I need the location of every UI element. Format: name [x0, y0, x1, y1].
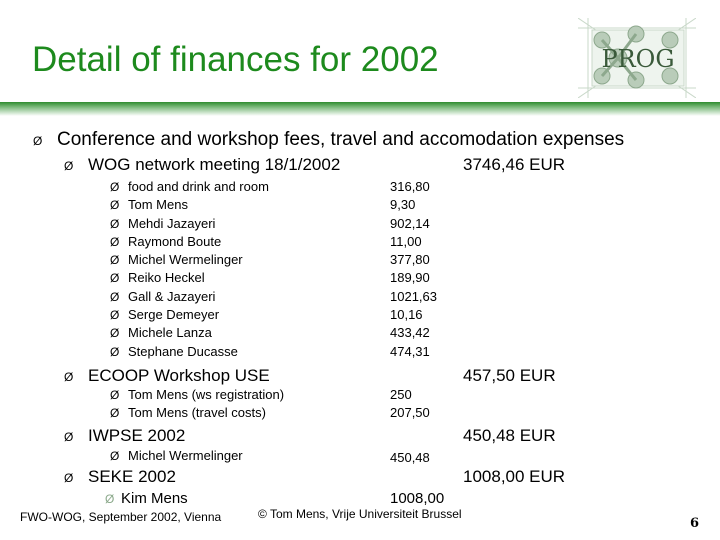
arrow-bullet-icon: Ø [110, 326, 120, 341]
item-amount: 9,30 [390, 197, 416, 213]
arrow-bullet-icon: Ø [110, 253, 120, 268]
iwpse-items [110, 448, 243, 466]
main-bullet [33, 129, 624, 151]
arrow-bullet-icon: Ø [64, 370, 74, 384]
item-amount: 207,50 [390, 405, 430, 421]
section-label: ECOOP Workshop USE [88, 366, 270, 385]
list-item [110, 448, 243, 466]
list-item [110, 179, 269, 197]
list-item [105, 490, 188, 507]
slide-title: Detail of finances for 2002 [32, 40, 439, 79]
list-item [110, 405, 284, 423]
ecoop-amounts [390, 387, 430, 424]
list-item [110, 387, 284, 405]
item-amount: 1008,00 [390, 490, 445, 507]
section-ecoop [64, 366, 270, 386]
item-name: Serge Demeyer [128, 307, 220, 323]
item-name: Raymond Boute [128, 233, 222, 249]
item-amount: 474,31 [390, 343, 430, 359]
page-number: 6 [690, 516, 700, 531]
item-name: Kim Mens [121, 490, 188, 507]
list-item [110, 234, 269, 252]
arrow-bullet-icon: Ø [105, 492, 115, 506]
ecoop-items [110, 387, 284, 424]
section-total: 450,48 EUR [463, 426, 556, 445]
arrow-bullet-icon: Ø [110, 216, 120, 231]
section-seke [64, 467, 176, 487]
wog-amounts [390, 179, 437, 362]
item-amount: 189,90 [390, 270, 430, 286]
prog-logo [578, 18, 696, 98]
section-wog [64, 155, 340, 175]
arrow-bullet-icon: Ø [110, 289, 120, 304]
section-label: SEKE 2002 [88, 467, 176, 486]
item-name: food and drink and room [128, 179, 269, 194]
item-amount: 450,48 [390, 450, 430, 465]
item-amount: 316,80 [390, 179, 430, 194]
list-item [110, 307, 269, 325]
list-item [110, 344, 269, 362]
list-item [110, 270, 269, 288]
item-amount: 433,42 [390, 325, 430, 341]
section-label: IWPSE 2002 [88, 426, 186, 445]
item-name: Gall & Jazayeri [128, 288, 216, 304]
list-item [110, 216, 269, 234]
item-name: Mehdi Jazayeri [128, 215, 216, 231]
list-item [110, 325, 269, 343]
arrow-bullet-icon: Ø [110, 234, 120, 249]
section-total: 457,50 EUR [463, 366, 556, 385]
arrow-bullet-icon: Ø [64, 159, 74, 173]
section-label: WOG network meeting 18/1/2002 [88, 155, 341, 174]
item-amount: 250 [390, 387, 412, 402]
list-item [110, 252, 269, 270]
arrow-bullet-icon: Ø [110, 388, 120, 402]
item-name: Michel Wermelinger [128, 252, 243, 268]
main-heading: Conference and workshop fees, travel and accomodation expenses [57, 129, 625, 150]
item-amount: 10,16 [390, 307, 423, 323]
arrow-bullet-icon: Ø [110, 271, 120, 286]
arrow-bullet-icon: Ø [110, 308, 120, 323]
item-name: Stephane Ducasse [128, 343, 238, 359]
arrow-bullet-icon: Ø [64, 471, 74, 485]
footer-left: FWO-WOG, September 2002, Vienna [20, 510, 222, 524]
wog-items [110, 179, 269, 362]
section-total: 1008,00 EUR [463, 467, 566, 486]
arrow-bullet-icon: Ø [110, 180, 120, 194]
arrow-bullet-icon: Ø [110, 406, 120, 421]
item-name: Tom Mens (ws registration) [128, 387, 285, 402]
footer-copyright: © Tom Mens, Vrije Universiteit Brussel [258, 507, 462, 521]
item-name: Michel Wermelinger [128, 448, 243, 463]
arrow-bullet-icon: Ø [110, 344, 120, 359]
title-rule [0, 100, 720, 118]
item-name: Tom Mens [128, 197, 188, 213]
section-iwpse [64, 426, 185, 446]
logo-text: PROG [601, 45, 675, 73]
item-amount: 11,00 [390, 233, 422, 249]
item-amount: 902,14 [390, 215, 430, 231]
section-total: 3746,46 EUR [463, 155, 566, 174]
item-amount: 1021,63 [390, 288, 437, 304]
item-name: Michele Lanza [128, 325, 212, 341]
list-item [110, 289, 269, 307]
item-name: Tom Mens (travel costs) [128, 405, 266, 421]
item-amount: 377,80 [390, 252, 430, 268]
list-item [110, 197, 269, 215]
arrow-bullet-icon: Ø [33, 134, 43, 148]
arrow-bullet-icon: Ø [64, 430, 74, 444]
arrow-bullet-icon: Ø [110, 449, 120, 463]
item-name: Reiko Heckel [128, 270, 205, 286]
arrow-bullet-icon: Ø [110, 198, 120, 213]
